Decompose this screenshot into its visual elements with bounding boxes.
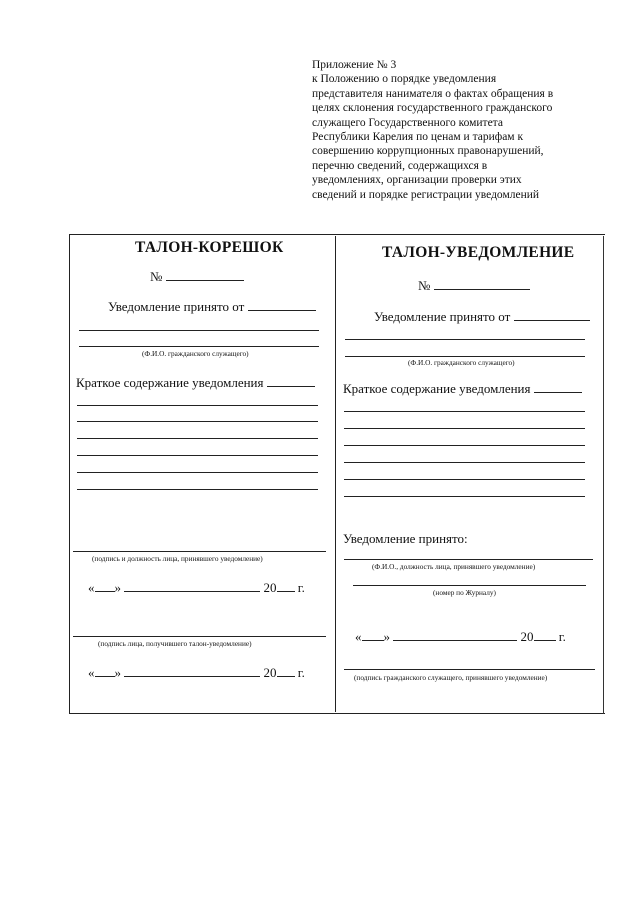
right-summary-label: Краткое содержание уведомления [343, 381, 531, 396]
left-date-1-year[interactable] [277, 579, 295, 592]
left-date-1 [88, 579, 305, 596]
right-summary-line-3[interactable] [344, 445, 585, 446]
left-summary-line-3[interactable] [77, 438, 318, 439]
left-number [150, 268, 244, 285]
right-summary-line-4[interactable] [344, 462, 585, 463]
left-summary-line-6[interactable] [77, 489, 318, 490]
left-date-1-year-suffix: г. [297, 580, 305, 595]
left-date-1-close: » [114, 580, 121, 595]
right-fio-line-2[interactable] [345, 356, 585, 357]
left-received-field[interactable] [248, 298, 316, 311]
left-date-1-month[interactable] [124, 579, 260, 592]
right-summary [343, 380, 582, 397]
left-sign-line[interactable] [73, 551, 326, 552]
left-date-2-close: » [114, 665, 121, 680]
right-summary-line-5[interactable] [344, 479, 585, 480]
right-number-sign: № [418, 278, 431, 293]
right-received-label: Уведомление принято от [374, 309, 511, 324]
right-journal-line[interactable] [353, 585, 586, 586]
right-number [418, 277, 530, 294]
right-accepted-caption: (Ф.И.О., должность лица, принявшего уведомление) [372, 562, 536, 571]
left-date-1-day[interactable] [95, 579, 115, 592]
right-date-year-suffix: г. [558, 629, 566, 644]
left-number-sign: № [150, 269, 163, 284]
right-fio-caption: (Ф.И.О. гражданского служащего) [408, 358, 515, 367]
left-fio-line-2[interactable] [79, 346, 319, 347]
right-summary-line-6[interactable] [344, 496, 585, 497]
left-summary-field[interactable] [267, 374, 315, 387]
right-summary-line-2[interactable] [344, 428, 585, 429]
right-date-year[interactable] [534, 628, 556, 641]
form-frame-right-edge [603, 236, 604, 714]
right-fio-line-1[interactable] [345, 339, 585, 340]
right-date-month[interactable] [393, 628, 517, 641]
left-sign-caption: (подпись и должность лица, принявшего уведомление) [92, 554, 263, 563]
left-recipient-caption: (подпись лица, получившего талон-уведомление) [98, 639, 252, 648]
left-summary-line-2[interactable] [77, 421, 318, 422]
right-journal-caption: (номер по Журналу) [433, 588, 496, 597]
right-accepted-label: Уведомление принято: [343, 531, 468, 546]
right-date-open: « [355, 629, 362, 644]
left-summary-line-1[interactable] [77, 405, 318, 406]
left-date-2-month[interactable] [124, 664, 260, 677]
right-received [374, 308, 590, 325]
left-date-1-open: « [88, 580, 95, 595]
left-received-label: Уведомление принято от [108, 299, 245, 314]
left-summary [76, 374, 315, 391]
right-sign-caption: (подпись гражданского служащего, принявшего уведомление) [354, 673, 548, 682]
left-title: ТАЛОН-КОРЕШОК [135, 239, 284, 256]
left-summary-label: Краткое содержание уведомления [76, 375, 264, 390]
left-fio-line-1[interactable] [79, 330, 319, 331]
right-date [355, 628, 566, 645]
left-date-2-year-prefix: 20 [263, 665, 277, 680]
left-date-2 [88, 664, 305, 681]
left-date-1-year-prefix: 20 [263, 580, 277, 595]
right-date-year-prefix: 20 [520, 629, 534, 644]
left-received [108, 298, 316, 315]
right-received-field[interactable] [514, 308, 590, 321]
form-divider [335, 236, 336, 712]
left-summary-line-4[interactable] [77, 455, 318, 456]
left-number-field[interactable] [166, 268, 244, 281]
right-title: ТАЛОН-УВЕДОМЛЕНИЕ [382, 244, 575, 261]
left-recipient-line[interactable] [73, 636, 326, 637]
left-fio-caption: (Ф.И.О. гражданского служащего) [142, 349, 249, 358]
right-sign-line[interactable] [344, 669, 595, 670]
left-date-2-open: « [88, 665, 95, 680]
right-accepted-line[interactable] [344, 559, 593, 560]
left-date-2-year[interactable] [277, 664, 295, 677]
right-summary-field[interactable] [534, 380, 582, 393]
right-date-close: » [383, 629, 390, 644]
left-date-2-day[interactable] [95, 664, 115, 677]
appendix-header: Приложение № 3 к Положению о порядке уведомления представителя нанимателя о фактах обращения в целях склонения государственного гражданского служащего Государственного комитета Республики Карелия по ценам и тарифам к совершению коррупционных правонарушений, перечню сведений, содержащихся в уведомлениях, организации проверки этих сведений и порядке регистрации уведомлений [312, 59, 554, 201]
right-summary-line-1[interactable] [344, 411, 585, 412]
left-date-2-year-suffix: г. [297, 665, 305, 680]
right-date-day[interactable] [362, 628, 384, 641]
right-number-field[interactable] [434, 277, 530, 290]
left-summary-line-5[interactable] [77, 472, 318, 473]
